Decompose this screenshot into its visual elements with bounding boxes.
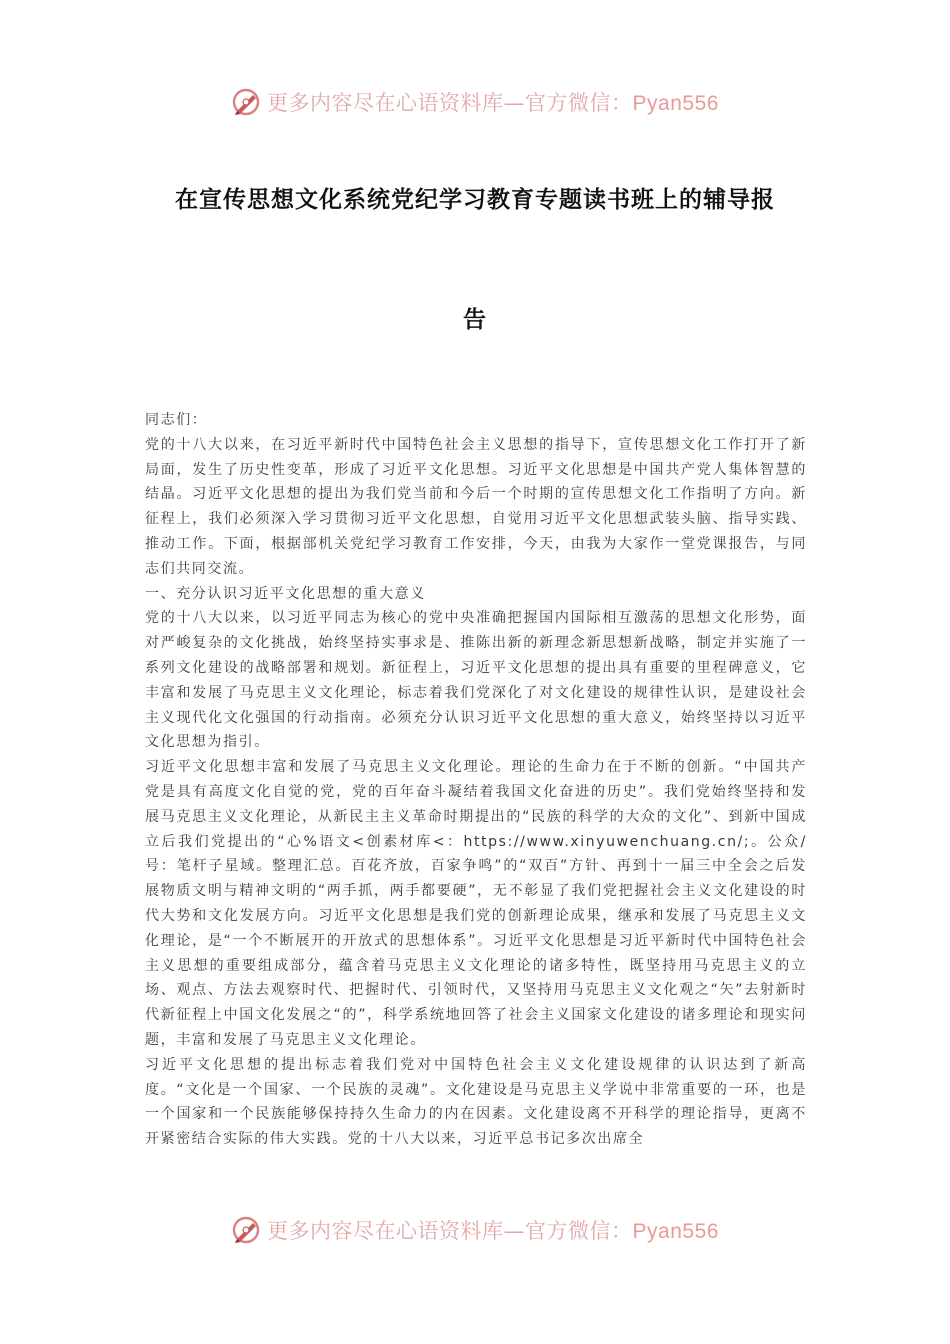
watermark-prefix: 更多内容尽在心语资料库—官方微信： <box>267 1219 633 1243</box>
paragraph-marxist-theory: 习近平文化思想丰富和发展了马克思主义文化理论。理论的生命力在于不断的创新。“中国共产党是具有高度文化自觉的党，党的百年奋斗凝结着我国文化奋进的历史”。我们党始终坚持和发展马克思主义文化理论，从新民主主义革命时期提出的“民族的科学的大众的文化”、到新中国成立后我们党提出的“心%语文<创素材库<：https://www.xinyuwenchuang.cn/;。公众/号：笔杆子星域。整理汇总。百花齐放，百家争鸣”的“双百”方针、再到十一届三中全会之后发展物质文明与精神文明的“两手抓，两手都要硬”，无不彰显了我们党把握社会主义文化建设的时代大势和文化发展方向。习近平文化思想是我们党的创新理论成果，继承和发展了马克思主义文化理论，是“一个不断展开的开放式的思想体系”。习近平文化思想是习近平新时代中国特色社会主义思想的重要组成部分，蕴含着马克思主义文化理论的诸多特性，既坚持用马克思主义的立场、观点、方法去观察时代、把握时代、引领时代，又坚持用马克思主义文化观之“矢”去射新时代新征程上中国文化发展之“的”，科学系统地回答了社会主义国家文化建设的诸多理论和现实问题，丰富和发展了马克思主义文化理论。 <box>145 759 807 1048</box>
document-title-line-1: 在宣传思想文化系统党纪学习教育专题读书班上的辅导报 <box>175 187 775 213</box>
document-body <box>145 408 807 1152</box>
paragraph-new-height: 习近平文化思想的提出标志着我们党对中国特色社会主义文化建设规律的认识达到了新高度。“文化是一个国家、一个民族的灵魂”。文化建设是马克思主义学说中非常重要的一环，也是一个国家和一个民族能够保持持久生命力的内在因素。文化建设离不开科学的理论指导，更离不开紧密结合实际的伟大实践。党的十八大以来，习近平总书记多次出席全 <box>145 1056 807 1148</box>
watermark-prefix: 更多内容尽在心语资料库—官方微信： <box>267 91 633 115</box>
section-heading-1: 一、充分认识习近平文化思想的重大意义 <box>145 585 426 602</box>
watermark-header <box>0 82 950 122</box>
pen-logo-icon <box>231 1215 261 1245</box>
paragraph-significance: 党的十八大以来，以习近平同志为核心的党中央准确把握国内国际相互激荡的思想文化形势，面对严峻复杂的文化挑战，始终坚持实事求是、推陈出新的新理念新思想新战略，制定并实施了一系列文化建设的战略部署和规划。新征程上，习近平文化思想的提出具有重要的里程碑意义，它丰富和发展了马克思主义文化理论，标志着我们党深化了对文化建设的规律性认识，是建设社会主义现代化文化强国的行动指南。必须充分认识习近平文化思想的重大意义，始终坚持以习近平文化思想为指引。 <box>145 610 807 751</box>
greeting: 同志们： <box>145 412 208 428</box>
paragraph-intro: 党的十八大以来，在习近平新时代中国特色社会主义思想的指导下，宣传思想文化工作打开了新局面，发生了历史性变革，形成了习近平文化思想。习近平文化思想是中国共产党人集体智慧的结晶。习近平文化思想的提出为我们党当前和今后一个时期的宣传思想文化工作指明了方向。新征程上，我们必须深入学习贯彻习近平文化思想，自觉用习近平文化思想武装头脑、指导实践、推动工作。下面，根据部机关党纪学习教育工作安排，今天，由我为大家作一堂党课报告，与同志们共同交流。 <box>145 436 807 577</box>
watermark-wechat-id: Pyan556 <box>632 1220 719 1243</box>
watermark-text <box>267 1215 719 1245</box>
watermark-text <box>267 87 719 117</box>
document-title-line-2: 告 <box>463 307 487 333</box>
watermark-wechat-id: Pyan556 <box>632 92 719 115</box>
pen-logo-icon <box>231 87 261 117</box>
watermark-footer <box>0 1210 950 1250</box>
